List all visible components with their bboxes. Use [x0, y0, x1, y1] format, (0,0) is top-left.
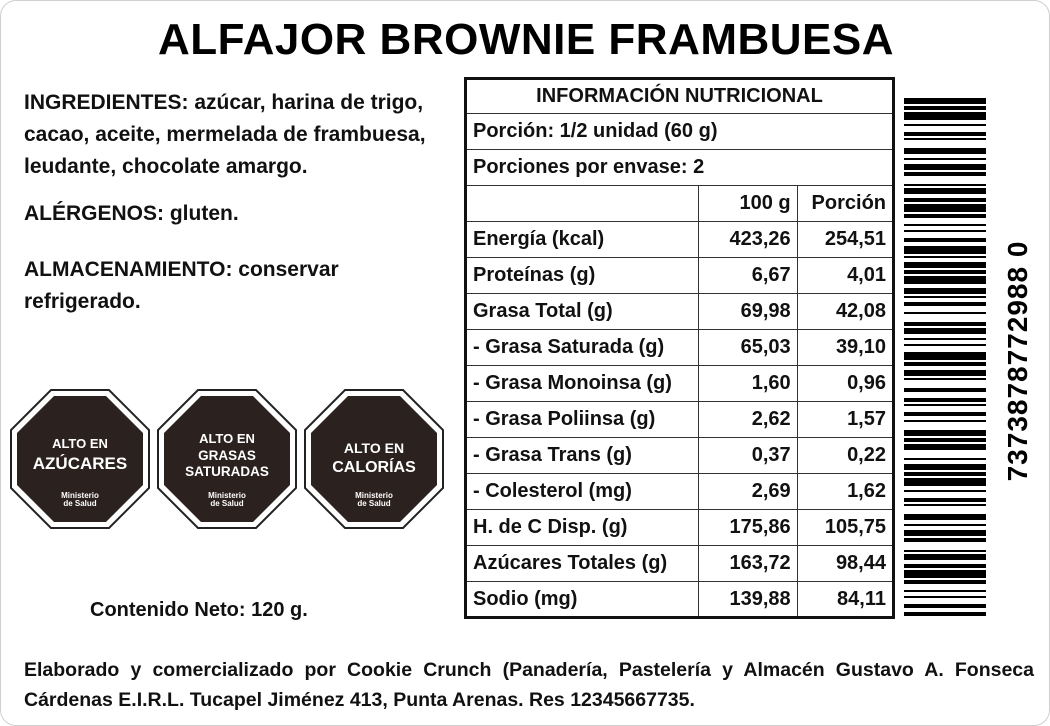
nutrition-table: [464, 77, 895, 619]
table-row: [466, 582, 894, 618]
barcode-bar: [904, 564, 986, 568]
product-title: ALFAJOR BROWNIE FRAMBUESA: [157, 15, 895, 64]
barcode-bar: [904, 172, 986, 176]
storage-value-2: refrigerado.: [24, 290, 141, 313]
barcode-bar: [904, 596, 986, 598]
seal-line-2: GRASAS: [198, 448, 256, 463]
seal-ministry-1: Ministerio: [208, 491, 246, 500]
seal-high-saturated-fat: [157, 389, 297, 529]
allergens-label: ALÉRGENOS:: [24, 202, 165, 225]
barcode-bar: [904, 158, 986, 160]
servings-row: [466, 150, 894, 186]
column-header-row: [466, 186, 894, 222]
table-row: [466, 258, 894, 294]
barcode-bar: [904, 438, 986, 442]
nutrient-per-portion: 105,75: [797, 510, 893, 546]
barcode-bar: [904, 106, 986, 110]
barcode-bar: [904, 352, 986, 360]
barcode-bar: [904, 420, 986, 422]
nutrient-name: - Grasa Trans (g): [466, 438, 699, 474]
barcode-bar: [904, 256, 986, 258]
barcode-bar: [904, 362, 986, 366]
nutrient-name: Grasa Total (g): [466, 294, 699, 330]
nutrient-per-portion: 39,10: [797, 330, 893, 366]
barcode-bar: [904, 344, 986, 346]
nutrient-per-portion: 4,01: [797, 258, 893, 294]
barcode-bar: [904, 230, 986, 232]
seal-high-calories: [304, 389, 444, 529]
barcode-bar: [904, 464, 986, 470]
barcode-bar: [904, 370, 986, 376]
barcode-bar: [904, 430, 986, 436]
column-header-blank: [466, 186, 699, 222]
nutrient-per-portion: 98,44: [797, 546, 893, 582]
barcode-bar: [904, 388, 986, 392]
nutrient-per-100g: 423,26: [699, 222, 797, 258]
barcode-bar: [904, 550, 986, 552]
table-row: [466, 402, 894, 438]
net-content: Contenido Neto: 120 g.: [90, 599, 308, 621]
barcode-bar: [904, 112, 986, 120]
seal-ministry-2: de Salud: [357, 499, 391, 508]
barcode-bar: [904, 478, 986, 486]
barcode-bar: [904, 214, 986, 218]
barcode-bar: [904, 328, 986, 334]
barcode-bar: [904, 296, 986, 298]
barcode-bar: [904, 164, 986, 170]
seal-line-3: SATURADAS: [185, 464, 269, 479]
barcode-bar: [904, 404, 986, 406]
nutrient-name: Azúcares Totales (g): [466, 546, 699, 582]
barcode-bar: [904, 444, 986, 450]
seal-line-2: CALORÍAS: [332, 459, 416, 476]
nutrient-per-100g: 69,98: [699, 294, 797, 330]
barcode-bar: [904, 398, 986, 402]
ingredients-line-2: cacao, aceite, mermelada de frambuesa,: [24, 123, 426, 146]
nutrient-name: H. de C Disp. (g): [466, 510, 699, 546]
nutrient-per-100g: 0,37: [699, 438, 797, 474]
barcode-bar: [904, 198, 986, 202]
nutrient-name: Energía (kcal): [466, 222, 699, 258]
barcode-bar: [904, 580, 986, 584]
barcode-bar: [904, 188, 986, 194]
table-row: [466, 438, 894, 474]
seal-ministry-1: Ministerio: [61, 491, 99, 500]
barcode-bar: [904, 554, 986, 560]
barcode-bar: [904, 184, 986, 186]
storage-label: ALMACENAMIENTO:: [24, 258, 233, 281]
nutrient-per-portion: 1,57: [797, 402, 893, 438]
barcode-bar: [904, 472, 986, 476]
portion-size: Porción: 1/2 unidad (60 g): [466, 114, 894, 150]
portion-row: [466, 114, 894, 150]
nutrient-name: - Grasa Saturada (g): [466, 330, 699, 366]
barcode-bar: [904, 224, 986, 226]
nutrient-per-100g: 1,60: [699, 366, 797, 402]
barcode-bar: [904, 288, 986, 294]
nutrient-per-100g: 6,67: [699, 258, 797, 294]
seal-line-2: AZÚCARES: [32, 454, 128, 473]
ingredients-line-3: leudante, chocolate amargo.: [24, 155, 308, 178]
barcode-bar: [904, 262, 986, 268]
table-row: [466, 222, 894, 258]
nutrient-name: - Grasa Monoinsa (g): [466, 366, 699, 402]
seal-ministry-1: Ministerio: [355, 491, 393, 500]
barcode-bar: [904, 124, 986, 126]
nutrient-per-100g: 65,03: [699, 330, 797, 366]
nutrient-per-100g: 163,72: [699, 546, 797, 582]
nutrient-name: - Grasa Poliinsa (g): [466, 402, 699, 438]
nutrient-per-portion: 1,62: [797, 474, 893, 510]
seal-ministry-2: de Salud: [63, 499, 97, 508]
table-row: [466, 330, 894, 366]
barcode-bar: [904, 498, 986, 502]
seal-line-1: ALTO EN: [199, 431, 255, 446]
barcode-bar: [904, 490, 986, 492]
barcode-icon: [904, 98, 986, 616]
barcode-bar: [904, 590, 986, 592]
nutrient-per-portion: 42,08: [797, 294, 893, 330]
table-row: [466, 510, 894, 546]
barcode-bar: [904, 412, 986, 416]
seal-line-1: ALTO EN: [343, 440, 405, 456]
barcode-bar: [904, 148, 986, 154]
barcode-bar: [904, 238, 986, 242]
table-row: [466, 366, 894, 402]
nutrient-per-100g: 175,86: [699, 510, 797, 546]
barcode-bar: [904, 514, 986, 520]
manufacturer-info: Elaborado y comercializado por Cookie Crunch (Panadería, Pastelería y Almacén Gustavo A. Fonseca Cárdenas E.I.R.L. Tucapel Jiménez 413, Punta Arenas. Res 12345667735.: [24, 659, 1034, 711]
barcode-bar: [904, 312, 986, 314]
nutrient-per-100g: 2,62: [699, 402, 797, 438]
nutrient-per-portion: 0,96: [797, 366, 893, 402]
ingredients-block: [24, 87, 464, 183]
barcode-bar: [904, 604, 986, 608]
table-row: [466, 474, 894, 510]
column-header-100g: 100 g: [699, 186, 797, 222]
barcode-bar: [904, 524, 986, 526]
nutrient-per-portion: 0,22: [797, 438, 893, 474]
nutrient-name: Proteínas (g): [466, 258, 699, 294]
storage-block: [24, 254, 464, 318]
barcode-bar: [904, 276, 986, 284]
allergens-block: [24, 198, 464, 230]
barcode-bar: [904, 570, 986, 578]
barcode-number: 7373878772988 0: [1002, 240, 1033, 482]
seal-high-sugar: [10, 389, 150, 529]
barcode-bar: [904, 270, 986, 274]
table-row: [466, 294, 894, 330]
nutrition-header-row: [466, 79, 894, 114]
ingredients-label: INGREDIENTES:: [24, 91, 189, 114]
ingredients-line-1: azúcar, harina de trigo,: [194, 91, 424, 114]
nutrient-per-portion: 254,51: [797, 222, 893, 258]
barcode-bar: [904, 322, 986, 326]
seal-line-1: ALTO EN: [52, 436, 108, 451]
table-row: [466, 546, 894, 582]
barcode-bar: [904, 302, 986, 306]
allergens-value: gluten.: [169, 202, 239, 225]
nutrition-header: INFORMACIÓN NUTRICIONAL: [466, 79, 894, 114]
nutrient-per-100g: 2,69: [699, 474, 797, 510]
storage-value: conservar: [238, 258, 339, 281]
seal-ministry-2: de Salud: [210, 499, 244, 508]
nutrient-name: Sodio (mg): [466, 582, 699, 618]
barcode-bar: [904, 132, 986, 136]
nutrient-per-100g: 139,88: [699, 582, 797, 618]
nutrient-per-portion: 84,11: [797, 582, 893, 618]
barcode-bar: [904, 378, 986, 380]
barcode-bar: [904, 530, 986, 536]
servings-per-container: Porciones por envase: 2: [466, 150, 894, 186]
barcode-bar: [904, 246, 986, 254]
nutrient-name: - Colesterol (mg): [466, 474, 699, 510]
barcode-bar: [904, 138, 986, 140]
barcode-bar: [904, 204, 986, 212]
barcode-bar: [904, 338, 986, 340]
column-header-portion: Porción: [797, 186, 893, 222]
barcode-bar: [904, 458, 986, 460]
barcode-bar: [904, 538, 986, 542]
barcode-bar: [904, 98, 986, 104]
barcode-bar: [904, 612, 986, 616]
barcode-bar: [904, 504, 986, 506]
